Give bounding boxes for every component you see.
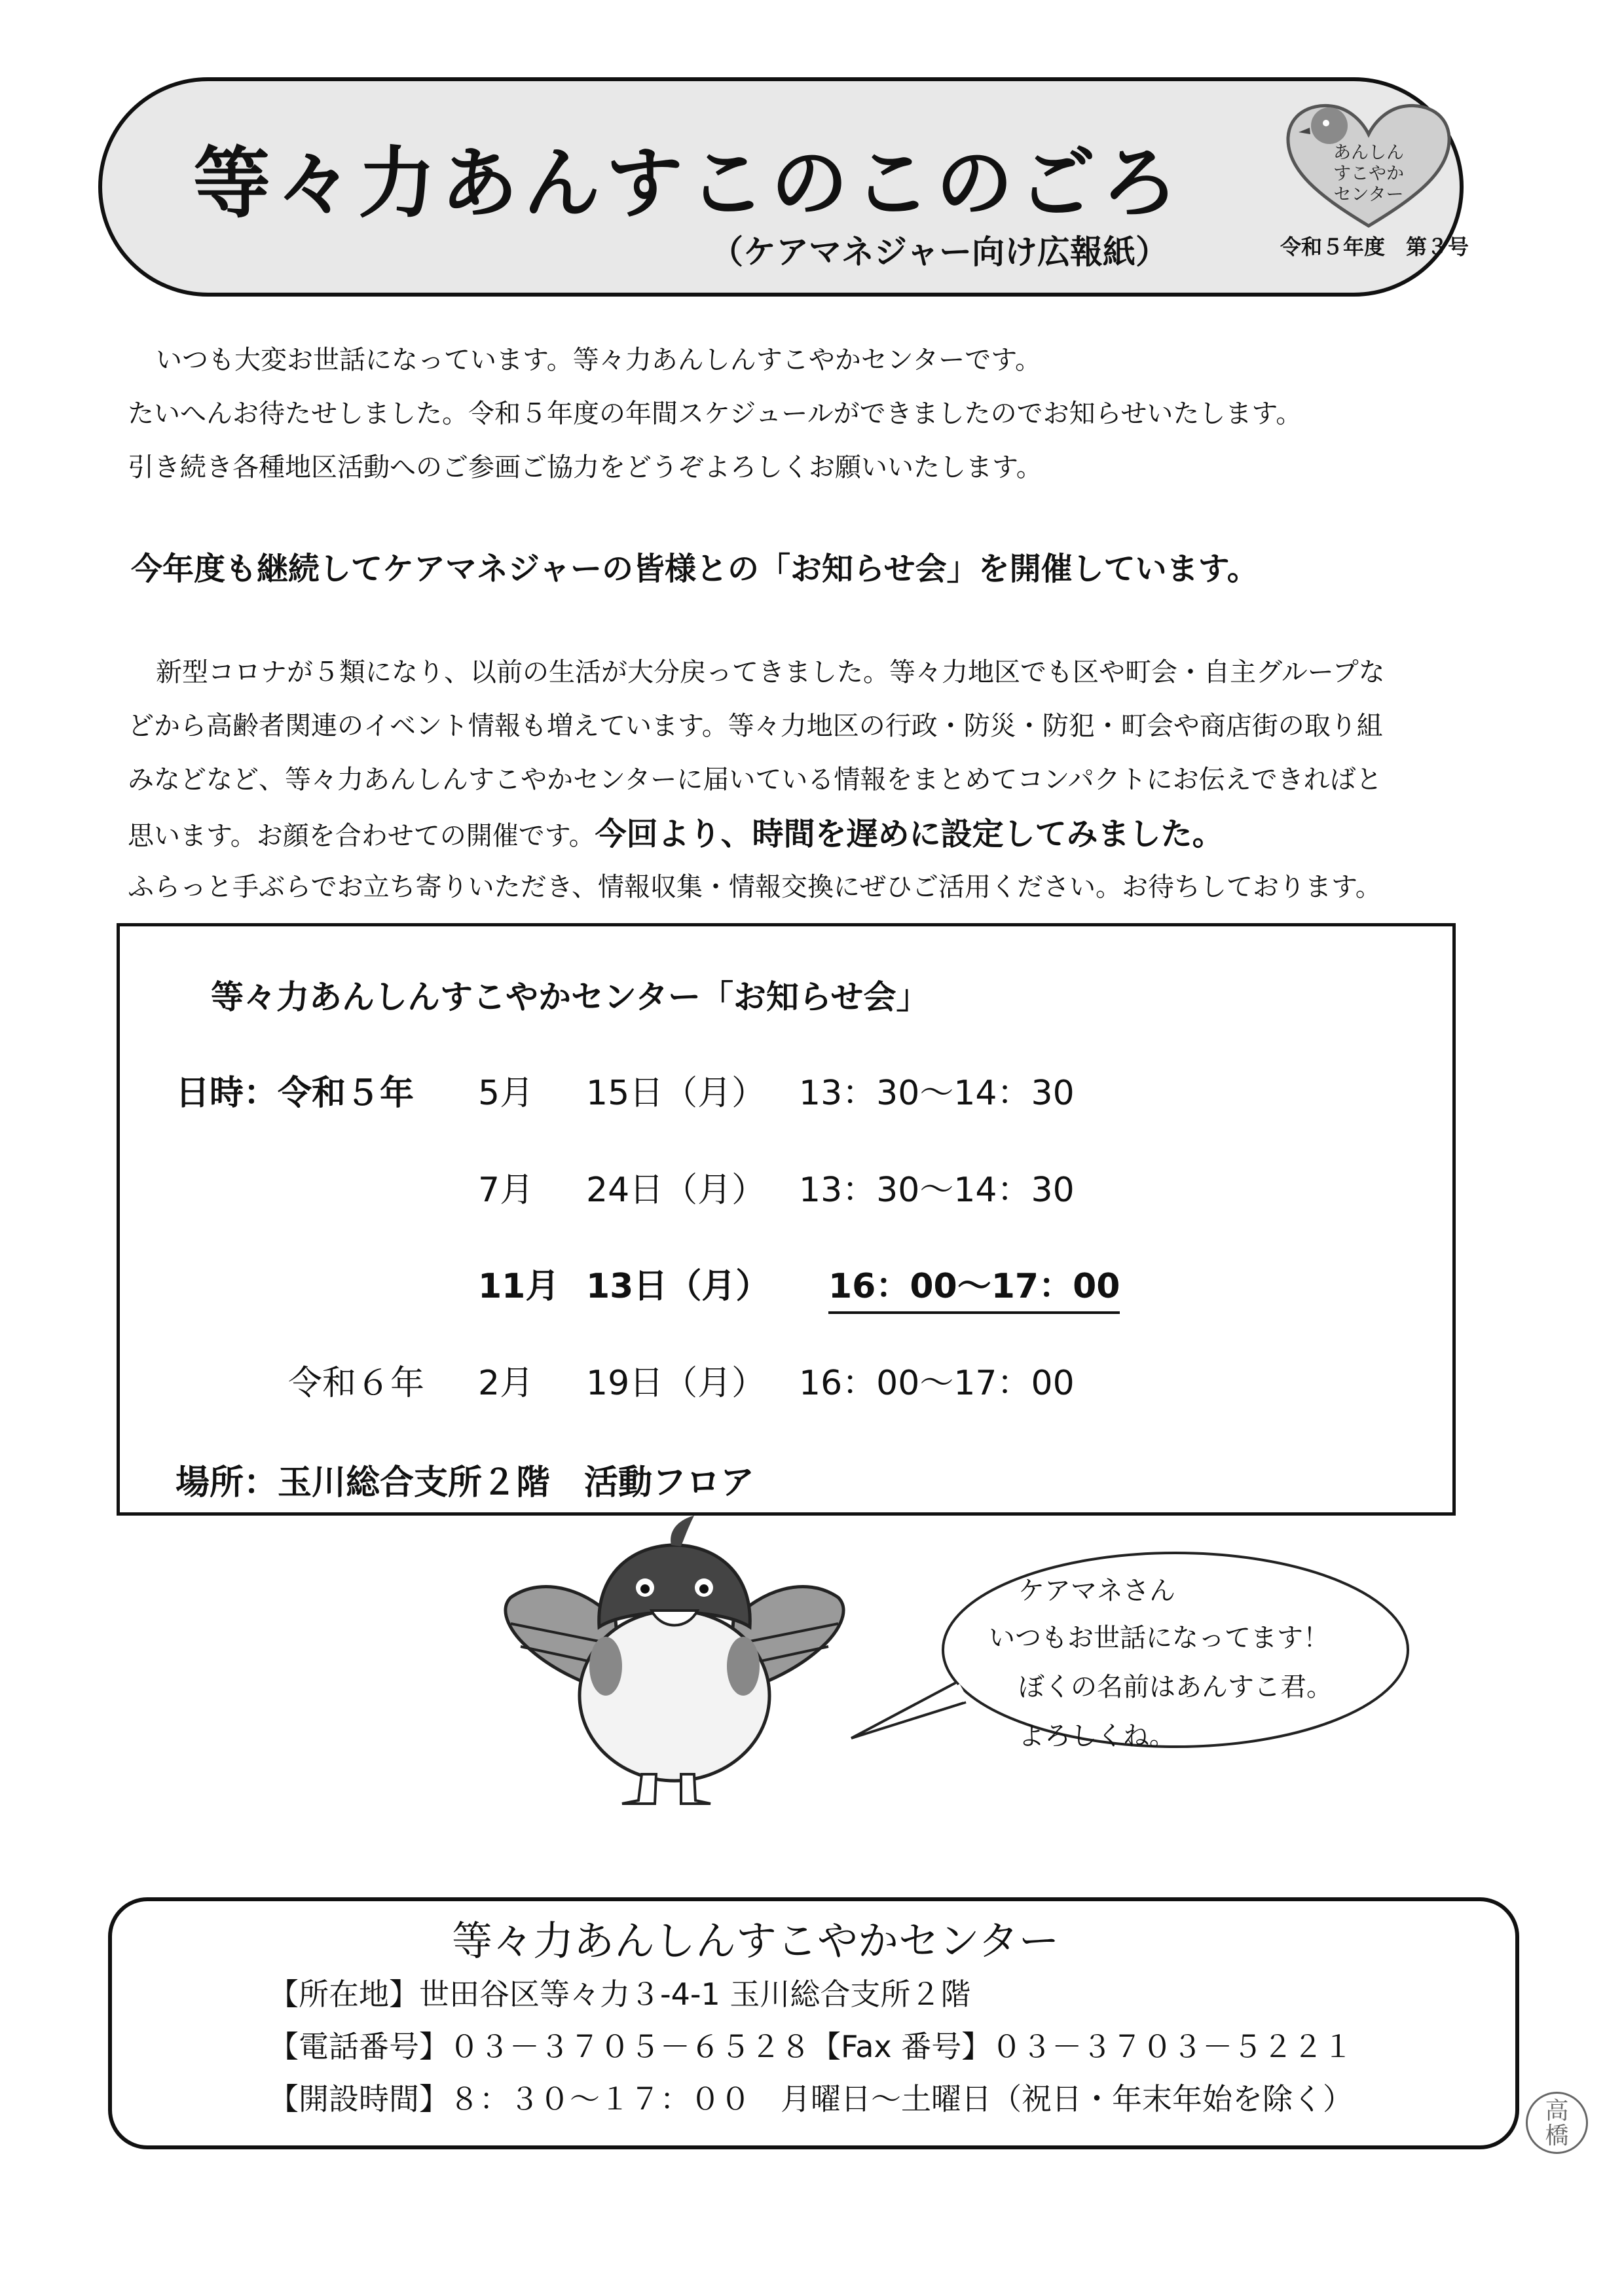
bubble-line-1: ケアマネさん	[1018, 1576, 1175, 1606]
footer-hours: 【開設時間】８：３０～１７：００ 月曜日～土曜日（祝日・年末年始を除く）	[268, 2081, 1353, 2117]
notice-heading: 今年度も継続してケアマネジャーの皆様との「お知らせ会」を開催しています。	[131, 551, 1259, 587]
event-row-3-time: 16：00～17：00	[828, 1258, 1120, 1314]
notice-line-3: みなどなど、等々力あんしんすこやかセンターに届いている情報をまとめてコンパクトにお伝えできればと	[128, 765, 1382, 795]
svg-text:あんしん: あんしん	[1333, 143, 1404, 163]
event-row-3-day: 13日（月）	[586, 1267, 770, 1306]
intro-line-2: たいへんお待たせしました。令和５年度の年間スケジュールができましたのでお知らせいたします。	[128, 399, 1302, 429]
heart-bird-logo-icon	[1280, 98, 1457, 229]
seal-character: 高	[1545, 2098, 1569, 2124]
issue-number: 令和５年度 第３号	[1280, 234, 1469, 259]
bird-mascot-icon	[485, 1512, 864, 1807]
event-place: 場所：玉川総合支所２階 活動フロア	[175, 1463, 755, 1503]
event-title: 等々力あんしんすこやかセンター「お知らせ会」	[211, 978, 929, 1016]
event-row-1-month: 5月	[478, 1074, 534, 1113]
event-row-2-month: 7月	[478, 1171, 534, 1210]
notice-line-4	[128, 809, 1224, 854]
newsletter-title: 等々力あんすこのこのごろ	[193, 138, 1184, 228]
name-seal-stamp	[1526, 2092, 1588, 2154]
event-row-4-month: 2月	[478, 1364, 534, 1403]
intro-line-1: いつも大変お世話になっています。等々力あんしんすこやかセンターです。	[156, 345, 1041, 375]
event-row-2-day: 24日（月）	[586, 1171, 766, 1210]
footer-address: 【所在地】世田谷区等々力３-4-1 玉川総合支所２階	[268, 1977, 971, 2012]
seal-character: 橋	[1545, 2123, 1569, 2149]
notice-line-4-text: 思います。お顔を合わせての開催です。	[128, 821, 595, 851]
notice-line-2: どから高齢者関連のイベント情報も増えています。等々力地区の行政・防災・防犯・町会や商店街の取り組	[128, 711, 1383, 741]
svg-text:センター: センター	[1333, 185, 1404, 205]
event-date-label: 日時：令和５年	[175, 1074, 415, 1113]
notice-line-1: 新型コロナが５類になり、以前の生活が大分戻ってきました。等々力地区でも区や町会・自主グループな	[156, 657, 1385, 687]
bubble-line-2: いつもお世話になってます！	[989, 1623, 1329, 1653]
event-row-1-day: 15日（月）	[586, 1074, 766, 1113]
event-row-4-year: 令和６年	[288, 1364, 425, 1403]
bubble-line-4: よろしくね。	[1018, 1721, 1175, 1751]
notice-line-5: ふらっと手ぶらでお立ち寄りいただき、情報収集・情報交換にぜひご活用ください。お待ちしております。	[128, 872, 1382, 902]
newsletter-subtitle: （ケアマネジャー向け広報紙）	[710, 233, 1168, 271]
footer-center-name: 等々力あんしんすこやかセンター	[452, 1917, 1060, 1965]
event-row-1-time: 13：30～14：30	[799, 1074, 1075, 1113]
event-row-4-day: 19日（月）	[586, 1364, 766, 1403]
svg-text:すこやか: すこやか	[1333, 164, 1404, 184]
bubble-line-3: ぼくの名前はあんすこ君。	[1018, 1672, 1333, 1702]
event-row-2-time: 13：30～14：30	[799, 1171, 1075, 1210]
event-row-3-month: 11月	[478, 1267, 560, 1306]
intro-line-3: 引き続き各種地区活動へのご参画ご協力をどうぞよろしくお願いいたします。	[128, 452, 1043, 483]
notice-emphasis: 今回より、時間を遅めに設定してみました。	[595, 816, 1224, 852]
event-row-4-time: 16：00～17：00	[799, 1364, 1075, 1403]
footer-phone: 【電話番号】０３－３７０５－６５２８【Fax 番号】０３－３７０３－５２２１	[268, 2029, 1354, 2064]
